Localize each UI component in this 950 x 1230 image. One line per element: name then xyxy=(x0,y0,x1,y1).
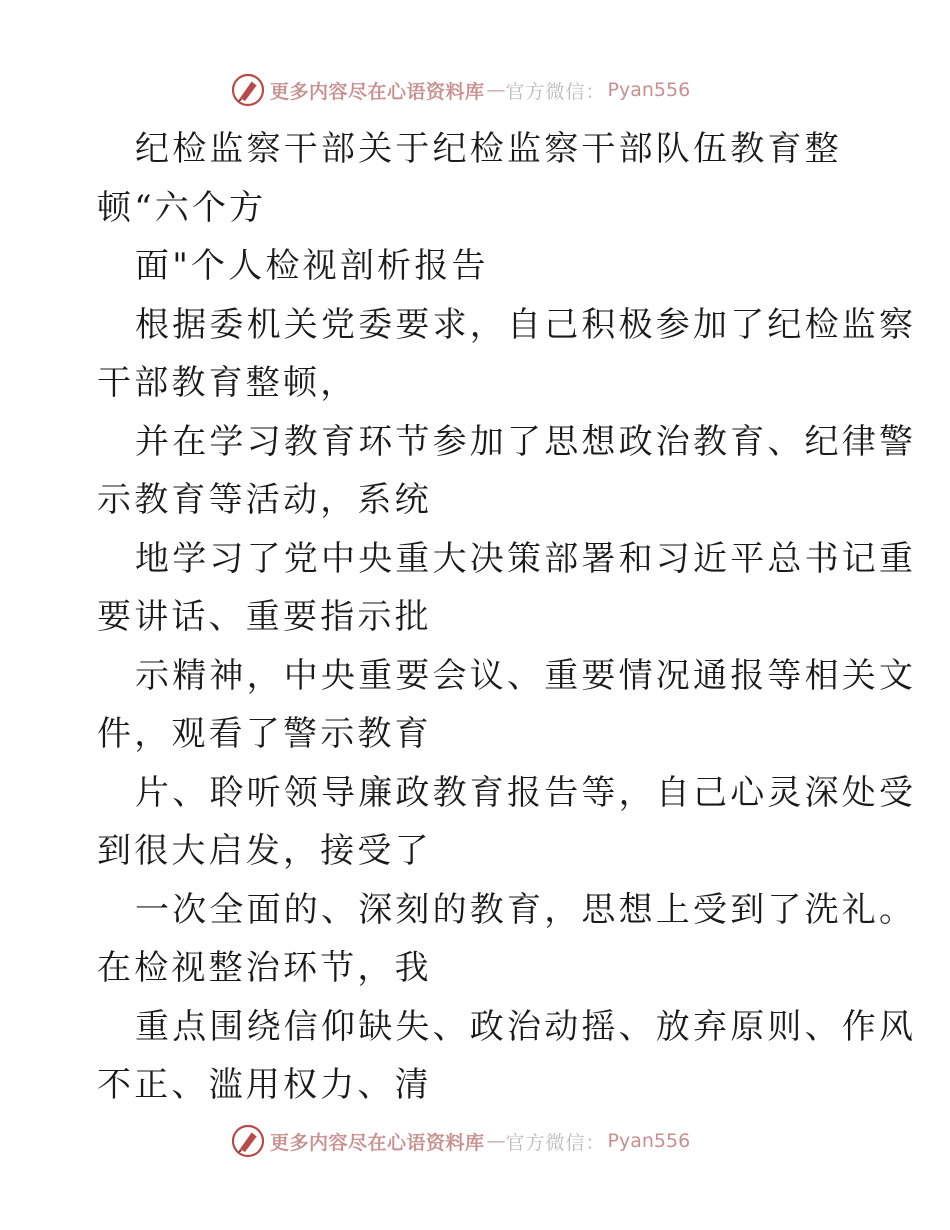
paragraph-line: 重点围绕信仰缺失、政治动摇、放弃原则、作风 xyxy=(135,1006,917,1047)
watermark-dash: — xyxy=(486,1130,506,1152)
paragraph-line: 干部教育整顿， xyxy=(97,363,358,403)
pen-nib-circle-icon xyxy=(230,72,266,108)
watermark-dash: — xyxy=(486,79,506,101)
paragraph-line: 示教育等活动，系统 xyxy=(97,480,432,520)
paragraph-line: 到很大启发，接受了 xyxy=(97,831,432,871)
title-line-1: 纪检监察干部关于纪检监察干部队伍教育整 xyxy=(135,129,842,169)
paragraph-line: 片、聆听领导廉政教育报告等，自己心灵深处受 xyxy=(135,772,917,813)
watermark-banner-bottom xyxy=(230,1121,690,1161)
watermark-wechat-id: Pyan556 xyxy=(607,1130,691,1152)
paragraph-line: 要讲话、重要指示批 xyxy=(97,597,432,637)
watermark-site-name: 更多内容尽在心语资料库 xyxy=(270,80,485,103)
watermark-wechat-id: Pyan556 xyxy=(607,79,691,101)
paragraph-line: 并在学习教育环节参加了思想政治教育、纪律警 xyxy=(135,421,917,462)
paragraph-line: 在检视整治环节，我 xyxy=(97,948,432,988)
paragraph-line: 示精神，中央重要会议、重要情况通报等相关文 xyxy=(135,655,917,696)
watermark-wechat-label: 官方微信： xyxy=(505,80,606,103)
paragraph-line: 地学习了党中央重大决策部署和习近平总书记重 xyxy=(135,538,917,579)
document-body xyxy=(97,120,917,1115)
title-line-2: 顿“六个方 xyxy=(97,187,267,228)
watermark-banner-top xyxy=(230,70,690,110)
paragraph-line: 一次全面的、深刻的教育，思想上受到了洗礼。 xyxy=(135,889,917,930)
watermark-site-name: 更多内容尽在心语资料库 xyxy=(270,1131,485,1154)
paragraph-line: 根据委机关党委要求，自己积极参加了纪检监察 xyxy=(135,304,917,345)
paragraph-line: 不正、滥用权力、清 xyxy=(97,1065,432,1105)
title-line-3: 面"个人检视剖析报告 xyxy=(135,246,489,286)
watermark-wechat-label: 官方微信： xyxy=(505,1131,606,1154)
paragraph-line: 件，观看了警示教育 xyxy=(97,714,432,754)
pen-nib-circle-icon xyxy=(230,1123,266,1159)
